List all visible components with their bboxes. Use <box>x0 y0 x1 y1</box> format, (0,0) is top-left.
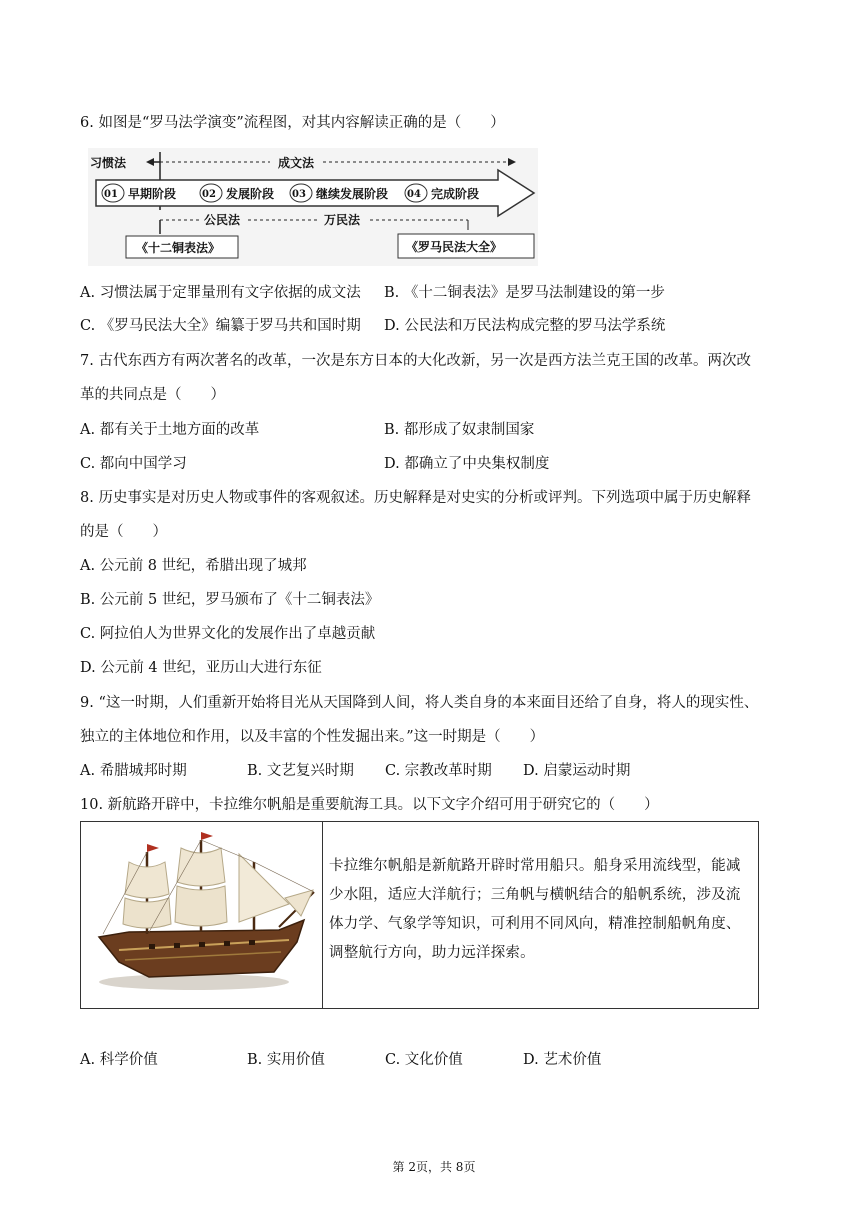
page-footer: 第 2页，共 8页 <box>392 1160 476 1174</box>
roman-law-flowchart <box>88 148 538 266</box>
q8-option-a[interactable]: A. 公元前 8 世纪，希腊出现了城邦 <box>80 558 307 574</box>
q10-stem: 10. 新航路开辟中，卡拉维尔帆船是重要航海工具。以下文字介绍可用于研究它的（ ） <box>80 797 659 813</box>
q9-option-a[interactable]: A. 希腊城邦时期 <box>80 763 187 779</box>
stage4-label: 完成阶段 <box>431 187 480 201</box>
q6-option-d[interactable]: D. 公民法和万民法构成完整的罗马法学系统 <box>384 318 666 334</box>
q9-option-c[interactable]: C. 宗教改革时期 <box>385 763 492 779</box>
stage2-label: 发展阶段 <box>226 187 275 201</box>
q6-option-b[interactable]: B. 《十二铜表法》是罗马法制建设的第一步 <box>384 285 665 301</box>
nations-law-label: 万民法 <box>324 213 361 227</box>
q7-option-a[interactable]: A. 都有关于土地方面的改革 <box>80 422 260 438</box>
q7-option-b[interactable]: B. 都形成了奴隶制国家 <box>384 422 535 438</box>
stage2-num: 02 <box>202 189 216 200</box>
q7-stem-line2: 革的共同点是（ ） <box>80 387 225 403</box>
q9-stem-line2: 独立的主体地位和作用，以及丰富的个性发掘出来。”这一时期是（ ） <box>80 729 545 745</box>
stage3-num: 03 <box>292 189 306 200</box>
q6-stem: 6. 如图是“罗马法学演变”流程图，对其内容解读正确的是（ ） <box>80 115 505 131</box>
q8-stem-line1: 8. 历史事实是对历史人物或事件的客观叙述。历史解释是对史实的分析或评判。下列选项中属于历史解释 <box>80 490 751 506</box>
q7-option-c[interactable]: C. 都向中国学习 <box>80 456 187 472</box>
q8-option-d[interactable]: D. 公元前 4 世纪，亚历山大进行东征 <box>80 660 322 676</box>
stage1-num: 01 <box>104 189 118 200</box>
q9-option-b[interactable]: B. 文艺复兴时期 <box>247 763 354 779</box>
q7-stem-line1: 7. 古代东西方有两次著名的改革，一次是东方日本的大化改新，另一次是西方法兰克王国的改革。两次改 <box>80 353 751 369</box>
stage4-num: 04 <box>407 189 421 200</box>
table-divider <box>322 822 323 1008</box>
q8-stem-line2: 的是（ ） <box>80 524 167 540</box>
q6-option-a[interactable]: A. 习惯法属于定罪量刑有文字依据的成文法 <box>80 285 361 301</box>
corpus-box: 《罗马民法大全》 <box>406 240 503 254</box>
custom-law-label: 习惯法 <box>90 156 127 170</box>
q9-stem-line1: 9. “这一时期，人们重新开始将目光从天国降到人间，将人类自身的本来面目还给了自身，将人的现实性、 <box>80 695 759 711</box>
written-law-label: 成文法 <box>278 156 315 170</box>
q6-option-c[interactable]: C. 《罗马民法大全》编纂于罗马共和国时期 <box>80 318 361 334</box>
caravel-ship-image <box>89 832 319 1002</box>
caravel-description: 卡拉维尔帆船是新航路开辟时常用船只。船身采用流线型，能减少水阻，适应大洋航行；三角帆与横帆结合的船帆系统，涉及流体力学、气象学等知识，可利用不同风向，精准控制船帆角度、调整航行方向，助力远洋探索。 <box>329 858 741 961</box>
q10-option-b[interactable]: B. 实用价值 <box>247 1052 325 1068</box>
q10-option-a[interactable]: A. 科学价值 <box>80 1052 158 1068</box>
q10-option-c[interactable]: C. 文化价值 <box>385 1052 463 1068</box>
twelve-tables-box: 《十二铜表法》 <box>136 241 221 255</box>
q9-option-d[interactable]: D. 启蒙运动时期 <box>523 763 631 779</box>
q10-option-d[interactable]: D. 艺术价值 <box>523 1052 602 1068</box>
stage1-label: 早期阶段 <box>128 187 177 201</box>
civil-law-label: 公民法 <box>204 213 241 227</box>
q8-option-c[interactable]: C. 阿拉伯人为世界文化的发展作出了卓越贡献 <box>80 626 376 642</box>
q10-material-table <box>80 821 759 1009</box>
q7-option-d[interactable]: D. 都确立了中央集权制度 <box>384 456 550 472</box>
stage3-label: 继续发展阶段 <box>316 187 389 201</box>
q8-option-b[interactable]: B. 公元前 5 世纪，罗马颁布了《十二铜表法》 <box>80 592 380 608</box>
